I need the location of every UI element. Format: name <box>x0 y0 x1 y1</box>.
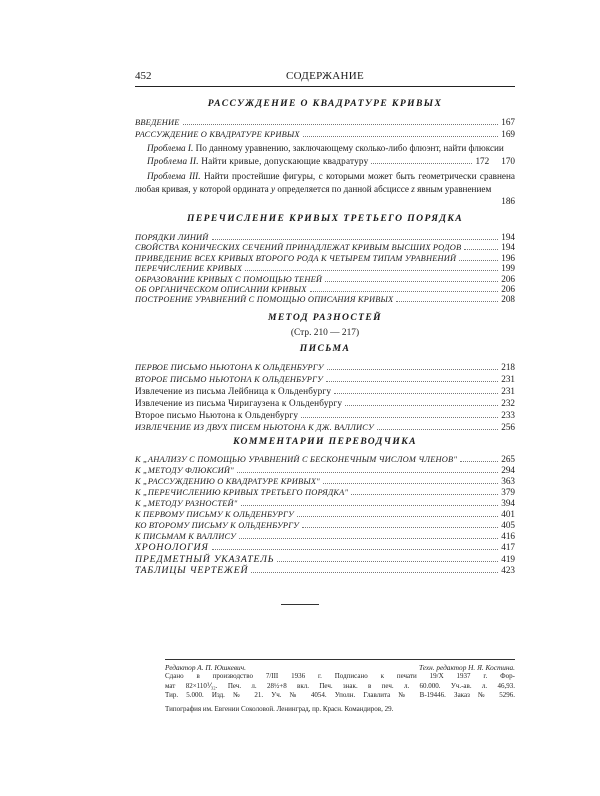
toc-entry[interactable] <box>135 510 515 521</box>
toc-list <box>135 233 515 306</box>
leader-dots <box>251 572 498 573</box>
problem-text: Найти кривые, допускающие квадратуру <box>201 155 369 166</box>
entry-title: СВОЙСТВА КОНИЧЕСКИХ СЕЧЕНИЙ ПРИНАДЛЕЖАТ КРИВЫМ ВЫСШИХ РОДОВ <box>135 243 462 253</box>
toc-entry[interactable] <box>135 488 515 499</box>
toc-entry[interactable] <box>135 264 515 274</box>
section-title: ПЕРЕЧИСЛЕНИЕ КРИВЫХ ТРЕТЬЕГО ПОРЯДКА <box>186 213 464 224</box>
entry-title: ИЗВЛЕЧЕНИЕ ИЗ ДВУХ ПИСЕМ НЬЮТОНА К ДЖ. ВАЛЛИСУ <box>135 423 374 432</box>
entry-page: 379 <box>501 487 515 497</box>
toc-list-final <box>135 543 515 578</box>
leader-dots <box>212 549 499 550</box>
entry-title: ХРОНОЛОГИЯ <box>135 542 209 553</box>
entry-title: ВТОРОЕ ПИСЬМО НЬЮТОНА К ОЛЬДЕНБУРГУ <box>135 375 323 384</box>
leader-dots <box>345 405 498 406</box>
leader-dots <box>334 393 498 394</box>
problem-label: Проблема II. <box>147 155 199 166</box>
entry-page: 394 <box>501 498 515 508</box>
toc-list <box>135 363 515 435</box>
entry-title: К „МЕТОДУ ФЛЮКСИЙ" <box>135 466 234 475</box>
toc-paragraph-problem-3[interactable] <box>135 170 515 207</box>
entry-title: ПРЕДМЕТНЫЙ УКАЗАТЕЛЬ <box>135 553 275 565</box>
entry-title: Извлечение из письма Лейбница к Ольденбургу <box>135 386 332 396</box>
variable-y: y <box>270 183 276 194</box>
leader-dots <box>327 369 499 370</box>
entry-page: 401 <box>501 509 515 519</box>
leader-dots <box>297 516 498 517</box>
problem-text: По данному уравнению, заключающему сколько-либо флюэнт, найти флюксии <box>195 143 504 153</box>
toc-entry[interactable] <box>135 423 515 435</box>
leader-dots <box>325 281 498 282</box>
entry-title: КО ВТОРОМУ ПИСЬМУ К ОЛЬДЕНБУРГУ <box>135 521 300 530</box>
problem-label: Проблема I. <box>147 143 194 153</box>
entry-title: К „АНАЛИЗУ С ПОМОЩЬЮ УРАВНЕНИЙ С БЕСКОНЕЧНЫМ ЧИСЛОМ ЧЛЕНОВ" <box>135 455 458 464</box>
leader-dots <box>396 301 498 302</box>
imprint-editor: Редактор А. П. Юшкевич. <box>165 663 246 672</box>
entry-page: 294 <box>501 465 515 475</box>
entry-title: ПЕРВОЕ ПИСЬМО НЬЮТОНА К ОЛЬДЕНБУРГУ <box>135 363 324 372</box>
section-quadrature <box>135 98 515 208</box>
page-number: 452 <box>135 70 152 82</box>
leader-dots <box>326 381 498 382</box>
leader-dots <box>277 561 498 562</box>
entry-page: 194 <box>501 242 515 253</box>
entry-title: Извлечение из письма Чиригаузена к Ольденбургу <box>135 398 343 408</box>
entry-page: 170 <box>501 155 515 166</box>
entry-page: 233 <box>501 410 515 420</box>
toc-entry[interactable] <box>135 285 515 295</box>
leader-dots <box>351 494 498 495</box>
toc-entry[interactable] <box>135 411 515 423</box>
leader-dots <box>237 472 498 473</box>
toc-entry[interactable] <box>135 455 515 466</box>
toc-entry[interactable] <box>135 118 515 130</box>
entry-page: 417 <box>501 542 515 552</box>
toc-entry[interactable] <box>135 477 515 488</box>
entry-page: 196 <box>501 252 515 263</box>
section-divider <box>281 604 319 605</box>
entry-title: Второе письмо Ньютона к Ольденбургу <box>135 410 299 420</box>
entry-title: К ПИСЬМАМ К ВАЛЛИСУ <box>135 532 236 541</box>
imprint-tech-editor: Техн. редактор Н. Я. Костина. <box>418 663 515 672</box>
imprint-block <box>165 658 515 714</box>
entry-title: ТАБЛИЦЫ ЧЕРТЕЖЕЙ <box>135 565 249 576</box>
entry-title: ВВЕДЕНИЕ <box>135 118 180 127</box>
entry-title: К „МЕТОДУ РАЗНОСТЕЙ" <box>135 499 238 508</box>
header-rule <box>135 86 515 87</box>
entry-page: 186 <box>501 196 515 207</box>
imprint-line: Тир. 5.000. Изд. № 21. Уч. № 4054. Уполн. Главлита № В-19446. Заказ № 5296. <box>165 691 515 700</box>
leader-dots <box>310 291 499 292</box>
section-title: РАССУЖДЕНИЕ О КВАДРАТУРЕ КРИВЫХ <box>207 98 443 109</box>
toc-entry[interactable] <box>135 254 515 264</box>
leader-dots <box>303 136 498 137</box>
section-letters <box>135 343 515 435</box>
leader-dots <box>241 505 499 506</box>
entry-page: 423 <box>501 565 515 575</box>
problem-label: Проблема III. <box>147 170 201 181</box>
section-enumeration <box>135 213 515 306</box>
entry-title: РАССУЖДЕНИЕ О КВАДРАТУРЕ КРИВЫХ <box>135 130 300 139</box>
entry-title: ПЕРЕЧИСЛЕНИЕ КРИВЫХ <box>135 264 243 274</box>
leader-dots <box>460 461 498 462</box>
entry-page: 167 <box>501 117 515 127</box>
leader-dots <box>245 270 498 271</box>
leader-dots <box>302 527 498 528</box>
entry-title: ПОСТРОЕНИЕ УРАВНЕНИЙ С ПОМОЩЬЮ ОПИСАНИЯ КРИВЫХ <box>135 295 394 305</box>
leader-dots <box>323 483 498 484</box>
toc-entry[interactable] <box>135 499 515 510</box>
entry-title: К „ПЕРЕЧИСЛЕНИЮ КРИВЫХ ТРЕТЬЕГО ПОРЯДКА" <box>135 488 349 497</box>
problem-text: Найти простейшие фигуры, с которыми может быть геометрически сравнена любая кривая, у которой ордината <box>135 170 515 194</box>
leader-dots <box>377 429 498 430</box>
toc-list <box>135 455 515 543</box>
entry-title: К „РАССУЖДЕНИЮ О КВАДРАТУРЕ КРИВЫХ" <box>135 477 320 486</box>
entry-title: ОБ ОРГАНИЧЕСКОМ ОПИСАНИИ КРИВЫХ <box>135 284 307 294</box>
leader-dots <box>183 124 499 125</box>
leader-dots <box>301 417 498 418</box>
entry-page: 231 <box>501 386 515 396</box>
imprint-line: мат 82×110⅟₃₂. Печ. л. 28½+8 вкл. Печ. знак. в печ. л. 60.000. Уч.-ав. л. 46,93. <box>165 681 515 690</box>
entry-page: 169 <box>501 129 515 139</box>
toc-entry[interactable] <box>135 363 515 375</box>
section-differences <box>135 312 515 338</box>
running-title: СОДЕРЖАНИЕ <box>285 70 365 82</box>
entry-page: 194 <box>501 232 515 242</box>
leader-dots <box>371 163 472 164</box>
imprint-editors <box>165 663 515 672</box>
entry-page: 172 <box>475 155 490 166</box>
section-title: ПИСЬМА <box>299 343 351 354</box>
toc-entry[interactable] <box>135 566 515 578</box>
toc-entry[interactable] <box>135 295 515 305</box>
leader-dots <box>459 260 498 261</box>
entry-page: 208 <box>501 294 515 305</box>
section-title: МЕТОД РАЗНОСТЕЙ <box>267 312 383 323</box>
problem-text: определяется по данной абсциссе <box>277 183 409 194</box>
entry-page: 218 <box>501 362 515 372</box>
section-subtitle: (Стр. 210 — 217) <box>290 328 360 338</box>
toc-entry[interactable] <box>135 543 515 555</box>
entry-page: 405 <box>501 520 515 530</box>
entry-title: ПРИВЕДЕНИЕ ВСЕХ КРИВЫХ ВТОРОГО РОДА К ЧЕТЫРЕМ ТИПАМ УРАВНЕНИЙ <box>135 253 457 263</box>
entry-page: 206 <box>501 283 515 294</box>
entry-page: 231 <box>501 374 515 384</box>
leader-dots <box>239 538 498 539</box>
toc-entry[interactable] <box>135 466 515 477</box>
entry-page: 416 <box>501 531 515 541</box>
entry-page: 256 <box>501 422 515 432</box>
section-title: КОММЕНТАРИИ ПЕРЕВОДЧИКА <box>233 436 417 447</box>
leader-dots <box>464 249 498 250</box>
leader-dots <box>212 239 499 240</box>
toc-entry[interactable] <box>135 521 515 532</box>
entry-page: 265 <box>501 454 515 464</box>
imprint-line: Сдано в производство 7/III 1936 г. Подписано к печати 19/X 1937 г. Фор- <box>165 672 515 681</box>
entry-page: 419 <box>501 553 515 564</box>
entry-page: 199 <box>501 263 515 274</box>
variable-z: z <box>411 183 415 194</box>
problem-text: явным уравнением <box>417 183 492 194</box>
toc-entry[interactable] <box>135 233 515 243</box>
entry-title: ПОРЯДКИ ЛИНИЙ <box>135 233 209 242</box>
entry-page: 363 <box>501 476 515 486</box>
section-commentary <box>135 436 515 578</box>
entry-page: 232 <box>501 398 515 408</box>
entry-title: К ПЕРВОМУ ПИСЬМУ К ОЛЬДЕНБУРГУ <box>135 510 294 519</box>
entry-page: 206 <box>501 273 515 284</box>
toc-entry[interactable] <box>135 275 515 285</box>
toc-entry[interactable] <box>135 130 515 142</box>
entry-title: ОБРАЗОВАНИЕ КРИВЫХ С ПОМОЩЬЮ ТЕНЕЙ <box>135 274 323 284</box>
imprint-printer: Типография им. Евгении Соколовой. Ленинград, пр. Красн. Командиров, 29. <box>165 704 394 713</box>
toc-entry[interactable] <box>135 243 515 253</box>
toc-entry[interactable] <box>135 157 489 170</box>
